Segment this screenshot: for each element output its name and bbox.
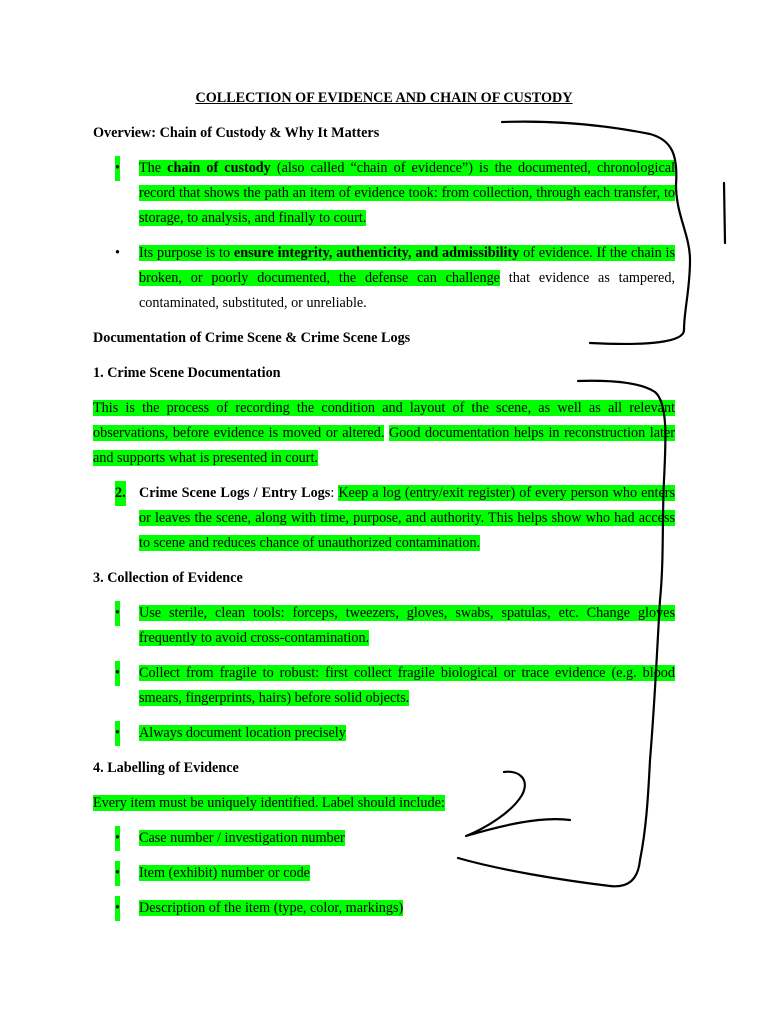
bullet-icon: • (115, 245, 120, 261)
item2-text: Keep a log (entry/exit register) of every person who enters or leaves the scene, along with time, purpose, and authority. This helps show who had access to scene and reduces chance of unauthorized contamination. (139, 485, 675, 551)
bracket-1-ink (502, 122, 690, 344)
list-item: • Case number / investigation number (93, 826, 675, 851)
list-item: • Item (exhibit) number or code (93, 861, 675, 886)
vertical-mark-ink (724, 183, 725, 243)
bullet-icon: • (115, 896, 120, 921)
labelling-intro: Every item must be uniquely identified. Label should include: (93, 795, 445, 811)
labelling-heading: 4. Labelling of Evidence (93, 760, 239, 776)
item2-label: Crime Scene Logs / Entry Logs (139, 485, 331, 501)
overview-b2-plain: that evidence as tampered, contaminated, substituted, or unreliable. (139, 270, 675, 311)
overview-b1-text: The chain of custody (also called “chain of evidence”) is the documented, chronological record that shows the path an item of evidence took: from collection, through each transfer, to storage, to analysis, and finally to court. (139, 160, 675, 226)
list-number: 2. (115, 481, 126, 506)
list-item: • Always document location precisely (93, 721, 675, 746)
number-2-ink (466, 772, 570, 836)
collection-heading: 3. Collection of Evidence (93, 570, 243, 586)
subsection-1-heading: 1. Crime Scene Documentation (93, 365, 281, 381)
bracket-2-ink (458, 381, 665, 887)
bullet-icon: • (115, 721, 120, 746)
list-item: • Use sterile, clean tools: forceps, tweezers, gloves, swabs, spatulas, etc. Change gloves frequently to avoid cross-contamination. (93, 601, 675, 651)
crime-scene-documentation-paragraph: This is the process of recording the condition and layout of the scene, as well as all relevant observations, before evidence is moved or altered. Good documentation helps in reconstruction later and supports what is presented in court. (93, 400, 676, 466)
document-title: COLLECTION OF EVIDENCE AND CHAIN OF CUSTODY (195, 90, 573, 106)
overview-heading: Overview: Chain of Custody & Why It Matters (93, 125, 380, 141)
bullet-icon: • (115, 601, 120, 626)
bullet-icon: • (115, 861, 120, 886)
bullet-icon: • (115, 826, 120, 851)
overview-b2-highlighted: Its purpose is to ensure integrity, authenticity, and admissibility of evidence. If the chain is broken, or poorly documented, the defense can challenge (139, 245, 675, 286)
list-item: • Collect from fragile to robust: first collect fragile biological or trace evidence (e.g. blood smears, fingerprints, hairs) before solid objects. (93, 661, 675, 711)
bullet-icon: • (115, 661, 120, 686)
list-item: 2. Crime Scene Logs / Entry Logs: Keep a log (entry/exit register) of every person who enters or leaves the scene, along with time, purpose, and authority. This helps show who had access to scene and reduces chance of unauthorized contamination. (93, 481, 675, 556)
bullet-icon: • (115, 156, 120, 181)
list-item: • Description of the item (type, color, markings) (93, 896, 675, 921)
section-documentation-heading: Documentation of Crime Scene & Crime Scene Logs (93, 330, 411, 346)
